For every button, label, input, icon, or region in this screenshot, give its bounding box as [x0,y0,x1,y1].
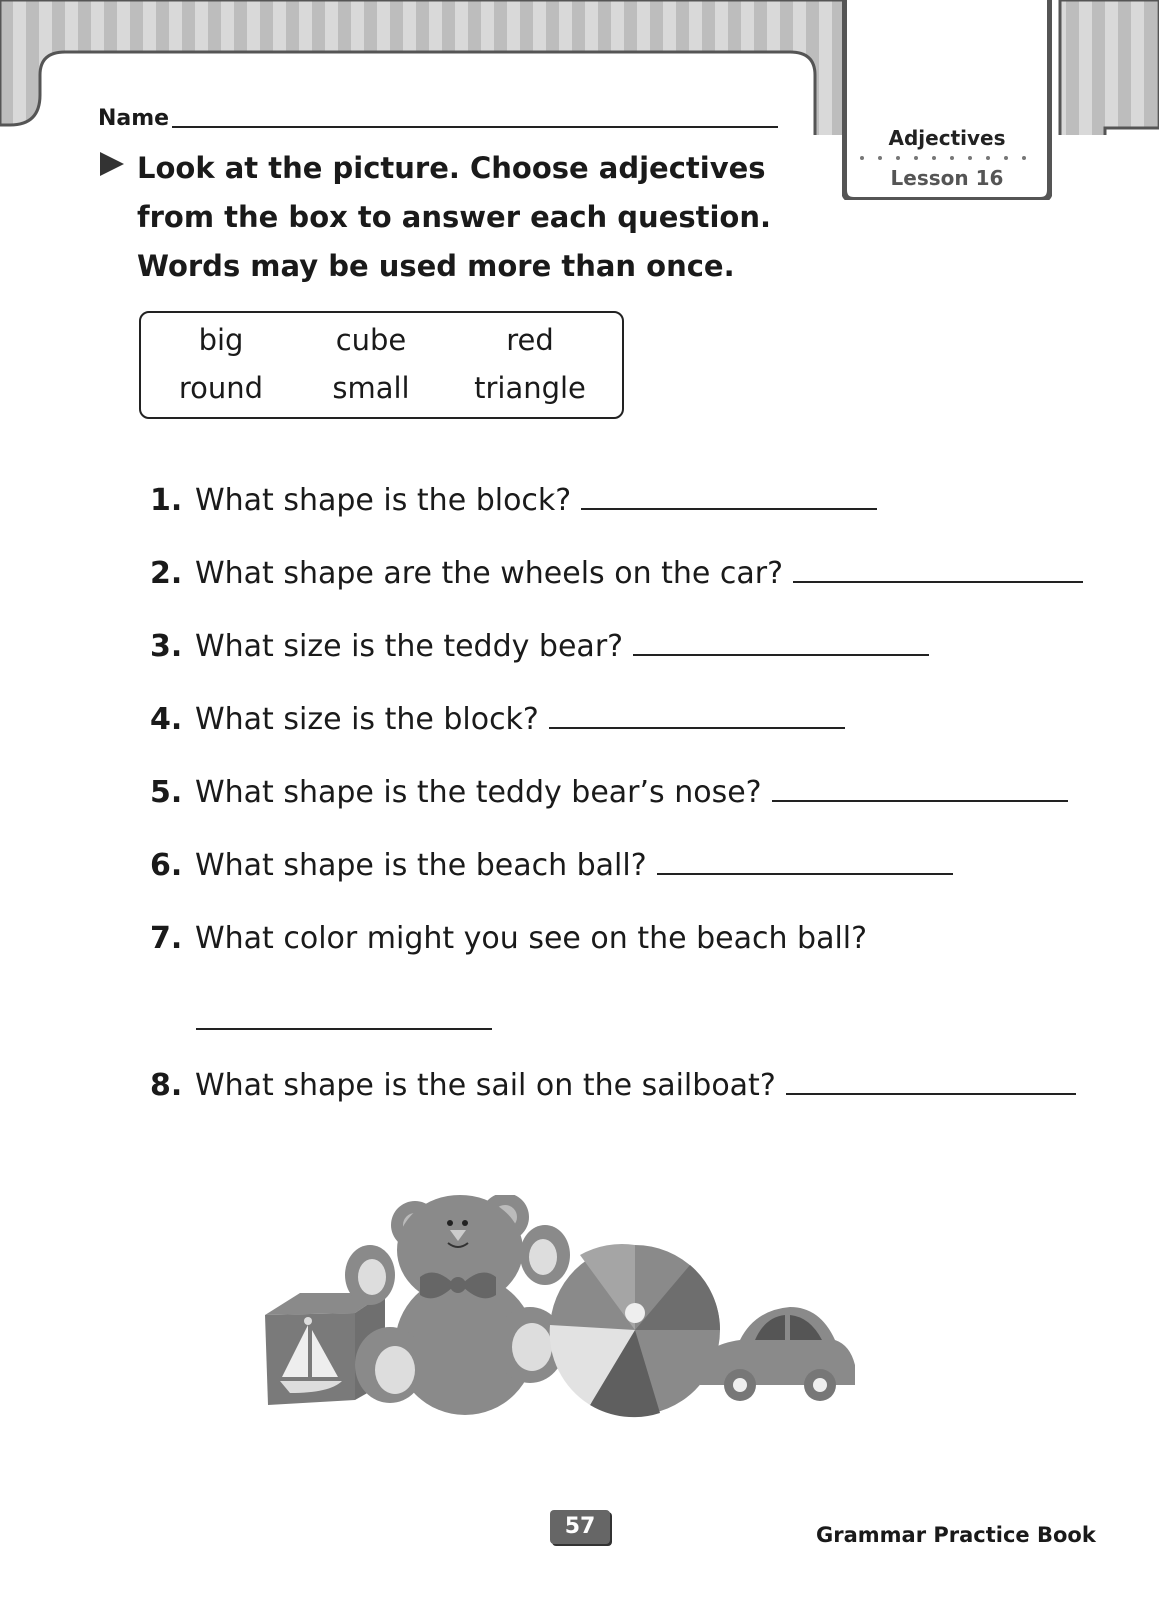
question-number: 8. [150,1068,183,1103]
toys-illustration [260,1195,880,1465]
word-choice: big [198,323,244,357]
question-item [150,483,877,518]
answer-line[interactable] [549,726,845,729]
word-choice: round [178,371,264,405]
question-item [150,629,929,664]
question-text: What color might you see on the beach ball? [195,921,868,956]
word-choice: triangle [474,371,586,405]
instructions-text: Look at the picture. Choose adjectives from the box to answer each question. Words may be used more than once. [137,151,772,283]
question-item [150,921,867,956]
question-text: What size is the teddy bear? [195,629,624,664]
question-number: 4. [150,702,183,737]
question-number: 7. [150,921,183,956]
lesson-title: Adjectives [888,126,1006,150]
play-arrow-icon [98,150,126,178]
answer-line[interactable] [633,653,929,656]
answer-line[interactable] [196,1028,492,1030]
page-number-badge: 57 [550,1510,610,1544]
dotted-divider [858,156,1038,160]
question-number: 1. [150,483,183,518]
question-item [150,1068,1076,1103]
question-text: What shape is the beach ball? [195,848,647,883]
question-text: What shape are the wheels on the car? [195,556,784,591]
question-text: What shape is the block? [195,483,572,518]
question-number: 2. [150,556,183,591]
name-input-line[interactable] [172,126,778,128]
word-choice: small [332,371,410,405]
name-label: Name [98,106,170,131]
question-text: What shape is the sail on the sailboat? [195,1068,776,1103]
answer-line[interactable] [657,872,953,875]
book-title: Grammar Practice Book [816,1523,1096,1547]
word-choice: cube [335,323,407,357]
word-box [139,311,624,419]
question-text: What shape is the teddy bear’s nose? [195,775,762,810]
beach-ball-icon [550,1244,720,1417]
question-number: 3. [150,629,183,664]
question-item [150,848,953,883]
question-number: 6. [150,848,183,883]
toy-car-icon [700,1307,855,1401]
answer-line[interactable] [793,580,1083,583]
question-item [150,775,1068,810]
answer-line[interactable] [786,1092,1076,1095]
question-number: 5. [150,775,183,810]
question-item [150,702,845,737]
lesson-number: Lesson 16 [890,166,1004,190]
answer-line[interactable] [772,799,1068,802]
question-item [150,556,1083,591]
answer-line[interactable] [581,507,877,510]
question-text: What size is the block? [195,702,539,737]
word-choice: red [506,323,554,357]
